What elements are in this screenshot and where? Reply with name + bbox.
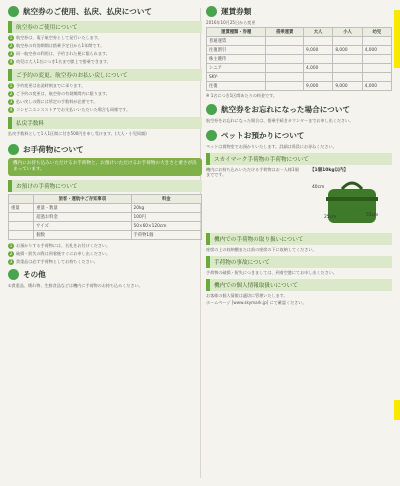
section-title-forgotten-ticket: 航空券をお忘れになった場合について [206,104,392,115]
section-title-pets: ペットお預かりについて [206,130,392,141]
bullet-icon [206,6,217,17]
bullet-icon [206,130,217,141]
fee-note: 払戻手数料として1人1区間に付き500円を申し受けます。(大人・小児同額) [8,131,147,136]
sub-heading-fee: 払戻手数料 [8,117,202,129]
fare-table: 運賃種類・券種 搭乗運賃 大人 小人 幼児 普通運賃 往復割引 9,000 8,000 4,000 株主優待 シニア 4,000 SKY- 往復 9,000 9,000 4,000 [206,27,392,91]
bullet-icon [8,269,19,280]
left-column: 航空券のご使用、払戻、払戻について 航空券のご使用について 1 航空券は、電子航空券として発行いたします。 2 航空券の有効期間は搭乗予定日から1年間です。 3 同一航空券の利用は、予約された便に限られます。 4 幼児は大人1名につき1名まで膝上で搭乗できます。 ご予約の変更、航空券のお払い戻しについて 1 予約変更は出発時刻までに承ります。 2 ご予約の変更は、航空券の有効期間内に限ります。 3 払い戻しの際には所定の手数料が必要です。 4 コンビニエンスストアでお支払いいただいた場合も同様です。 払戻手数料 払戻手数料として1人1区間に付き500円を申し受けます。(大人・小児同額) お手荷物について 機内にお持ち込みいただけるお手荷物と、お預けいただけるお手荷物の大きさと重さが決まっています。 お預けの手荷物について 旅客・運航中ご存知事項 料金 重量 重量・数量 20kg 超過お料金 100円 サイズ 50×60×120cm 個数 手荷物1個 1 お預かりする手荷物には、名札をお付けください。 2 破損・紛失の際は到着後すぐにお申し出ください。 3 貴重品は必ず手荷物としてお持ちください。 その他 ①貴重品、壊れ物、生鮮食品などは機内に手荷物のお持ち込みください。 [8,0,202,290]
section-title-fares: 運賃券類 [206,6,392,17]
table-row: サイズ 50×60×120cm [9,222,202,231]
baggage-info-box: 機内にお持ち込みいただけるお手荷物と、お預けいただけるお手荷物の大きさと重さが決まっています。 [8,158,202,176]
footer-note: ホームページ [www.skymark.jp] にて確認ください。 [206,300,307,306]
table-row: 重量 重量・数量 20kg [9,204,202,213]
table-row: 株主優待 [207,55,392,64]
table-row: 普通運賃 [207,37,392,46]
bullet-icon [8,144,19,155]
sub-heading-handling: 機内での手荷物の取り扱いについて [206,233,392,245]
bullet-icon [8,6,19,17]
section-title-baggage: お手荷物について [8,144,202,155]
yellow-edge-tab [394,10,400,68]
table-row: SKY- [207,73,392,82]
table-row: 個数 手荷物1個 [9,231,202,240]
bottom-note: ①貴重品、壊れ物、生鮮食品などは機内に手荷物のお持ち込みください。 [8,283,143,289]
bullet-icon [206,104,217,115]
sub-heading-usage: 航空券のご使用について [8,21,202,33]
sub-heading-checked-baggage: お預けの手荷物について [8,180,202,192]
table-row: シニア 4,000 [207,64,392,73]
table-row: 往復 9,000 9,000 4,000 [207,82,392,91]
sub-heading-change: ご予約の変更、航空券のお払い戻しについて [8,69,202,81]
table-row: 超過お料金 100円 [9,213,202,222]
bag-diagram: 機内にお持ち込みいただける手荷物はお一人様1個までです。 【1個10kg以内】 25cm 55cm 40cm [206,167,392,229]
yellow-edge-tab-lower [394,400,400,420]
sub-heading-privacy: 機内での個人情報取扱いについて [206,279,392,291]
baggage-table: 旅客・運航中ご存知事項 料金 重量 重量・数量 20kg 超過お料金 100円 サイズ 50×60×120cm 個数 手荷物1個 [8,194,202,240]
section-title-other: その他 [8,269,202,280]
sub-heading-accident: 手荷物の事故について [206,256,392,268]
table-row: 往復割引 9,000 8,000 4,000 [207,46,392,55]
sub-heading-carry-on: スカイマーク手荷物の手荷物について [206,153,392,165]
section-title-ticket: 航空券のご使用、払戻、払戻について [8,6,202,17]
right-column: 運賃券類 2016年10月25日から変更 運賃種類・券種 搭乗運賃 大人 小人 幼児 普通運賃 往復割引 9,000 8,000 4,000 株主優待 シニア 4,000 SKY- 往復 9,000 9,000 4,000 ※ 1名につき1区間あたりの料金です。 航空券をお忘れになった場合について 航空券をお忘れになった場合は、搭乗手続きカウンターまでお申し出ください。 ペットお預かりについて ペットは貨物室でお預かりいたします。詳細は係員にお尋ねください。 スカイマーク手荷物の手荷物について 機内にお持ち込みいただける手荷物はお一人様1個までです。 【1個10kg以内】 25cm 55cm 40cm 機内での手荷物の取り扱いについて 座席の上の収納棚または前の座席の下に収納してください。 手荷物の事故について 手荷物の破損・紛失につきましては、到着空港にてお申し出ください。 機内での個人情報取扱いについて お客様の個人情報は適切に管理いたします。 ホームページ [www.skymark.jp] にて確認ください。 [206,0,392,308]
